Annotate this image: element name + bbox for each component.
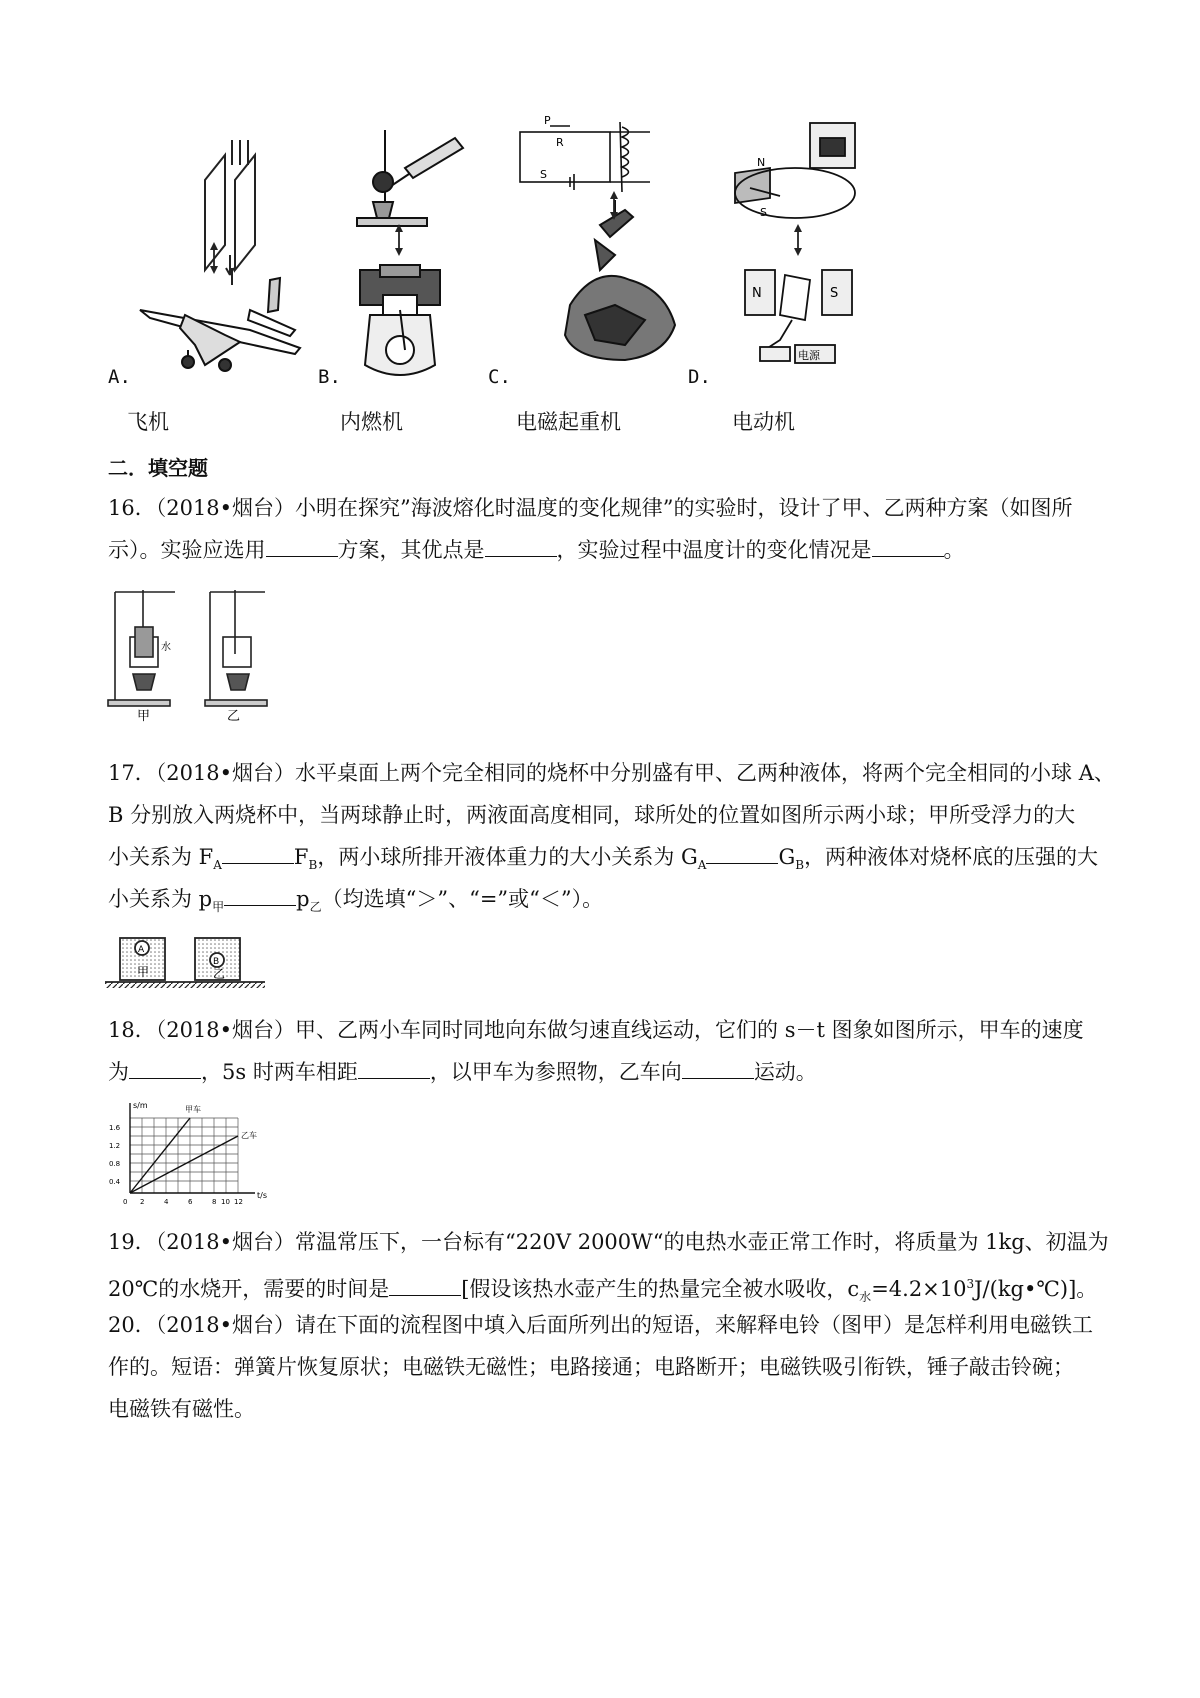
q19-line-1: 19．（2018•烟台）常温常压下，一台标有“220V 2000W“的电热水壶正常工作时，将质量为 1kg、初温为 xyxy=(108,1230,1109,1254)
q17-fig-yi: 乙 xyxy=(213,967,226,981)
q16-blank-3[interactable] xyxy=(872,534,944,557)
q17-line-2: B 分别放入两烧杯中，当两球静止时，两液面高度相同，球所处的位置如图所示两小球；甲所受浮力的大 xyxy=(108,803,1076,827)
option-b-name: 内燃机 xyxy=(340,410,403,434)
q16-blank-1[interactable] xyxy=(266,534,338,557)
q17-blank-1[interactable] xyxy=(222,841,294,864)
q16-blank-2[interactable] xyxy=(485,534,557,557)
fig-d-s2: S xyxy=(830,286,839,301)
q18-ytick-3: 0.4 xyxy=(109,1178,121,1186)
q18-blank-1[interactable] xyxy=(129,1056,201,1079)
q16-line-1: 16．（2018•烟台）小明在探究”海波熔化时温度的变化规律”的实验时，设计了甲、乙两种方案（如图所 xyxy=(108,496,1073,520)
option-a-letter: A. xyxy=(108,366,131,388)
q17-fig-a: A xyxy=(138,945,145,955)
q18-yi-label: 乙车 xyxy=(241,1131,257,1140)
q16-fig-yi: 乙 xyxy=(227,709,241,724)
q18-ylabel: s/m xyxy=(133,1101,148,1110)
option-a-name: 飞机 xyxy=(127,410,169,434)
q20-line-1: 20．（2018•烟台）请在下面的流程图中填入后面所列出的短语，来解释电铃（图甲）是怎样利用电磁铁工 xyxy=(108,1313,1094,1337)
fig-c-p: P xyxy=(544,114,551,127)
q16-figure xyxy=(105,582,275,727)
q17-fig-b: B xyxy=(213,957,220,967)
q18-xtick-2: 4 xyxy=(164,1198,169,1206)
q18-blank-2[interactable] xyxy=(358,1056,430,1079)
q17-blank-2[interactable] xyxy=(706,841,778,864)
q17-figure xyxy=(105,930,275,990)
q18-blank-3[interactable] xyxy=(682,1056,754,1079)
option-c-letter: C. xyxy=(488,366,511,388)
q18-xtick-0: 0 xyxy=(123,1198,128,1206)
q17-line-4: 小关系为 $p_甲$ $p_乙$（均选填“＞”、“=”或“＜”）。 xyxy=(108,883,603,923)
section-title: 二．填空题 xyxy=(108,456,208,480)
q18-xtick-1: 2 xyxy=(140,1198,145,1206)
q20-line-2: 作的。短语：弹簧片恢复原状；电磁铁无磁性；电路接通；电路断开；电磁铁吸引衔铁，锤子敲击铃碗； xyxy=(108,1355,1074,1379)
option-b-letter: B. xyxy=(318,366,341,388)
q18-ytick-2: 0.8 xyxy=(109,1160,121,1168)
figure-arrows xyxy=(0,0,1200,300)
q17-fig-jia: 甲 xyxy=(137,965,150,979)
q16-line-2: 示）。实验应选用 方案，其优点是 ，实验过程中温度计的变化情况是 。 xyxy=(108,534,965,566)
q17-blank-3[interactable] xyxy=(224,883,296,906)
q20-line-3: 电磁铁有磁性。 xyxy=(108,1397,255,1421)
q16-fig-water: 水 xyxy=(161,642,171,653)
q18-xtick-5: 10 xyxy=(221,1198,230,1206)
q19-line-2: 20℃的水烧开，需要的时间是 [假设该热水壶产生的热量完全被水吸收，$c_水=4.2\times 10^3J/(kg•℃)$]。 xyxy=(108,1268,1097,1313)
q17-line-1: 17．（2018•烟台）水平桌面上两个完全相同的烧杯中分别盛有甲、乙两种液体，将两个完全相同的小球 A、 xyxy=(108,761,1115,785)
fig-d-battery: 电源 xyxy=(798,349,820,362)
q16-fig-jia: 甲 xyxy=(137,709,151,724)
q17-line-3: 小关系为 $F_A$ $F_B$，两小球所排开液体重力的大小关系为 $G_A$ $G_B$，两种液体对烧杯底的压强的大 xyxy=(108,841,1098,881)
option-c-name: 电磁起重机 xyxy=(516,410,621,434)
q18-xtick-6: 12 xyxy=(234,1198,243,1206)
fig-d-n: N xyxy=(757,156,766,169)
q19-blank-1[interactable] xyxy=(389,1273,461,1296)
q18-line-1: 18．（2018•烟台）甲、乙两小车同时同地向东做匀速直线运动，它们的 s－t 图象如图所示，甲车的速度 xyxy=(108,1018,1084,1042)
option-d-letter: D. xyxy=(688,366,711,388)
fig-c-s: S xyxy=(540,168,547,181)
q18-st-graph xyxy=(105,1098,295,1208)
q18-line-2: 为 ，5s 时两车相距 ，以甲车为参照物，乙车向 运动。 xyxy=(108,1056,817,1088)
option-d-name: 电动机 xyxy=(732,410,795,434)
q18-xlabel: t/s xyxy=(257,1191,267,1200)
q18-xtick-4: 8 xyxy=(212,1198,217,1206)
fig-d-s: S xyxy=(760,206,767,219)
q18-ytick-0: 1.6 xyxy=(109,1124,121,1132)
q18-jia-label: 甲车 xyxy=(185,1105,201,1114)
q18-xtick-3: 6 xyxy=(188,1198,193,1206)
fig-d-n2: N xyxy=(752,286,762,301)
q18-ytick-1: 1.2 xyxy=(109,1142,121,1150)
fig-c-r: R xyxy=(556,136,564,149)
